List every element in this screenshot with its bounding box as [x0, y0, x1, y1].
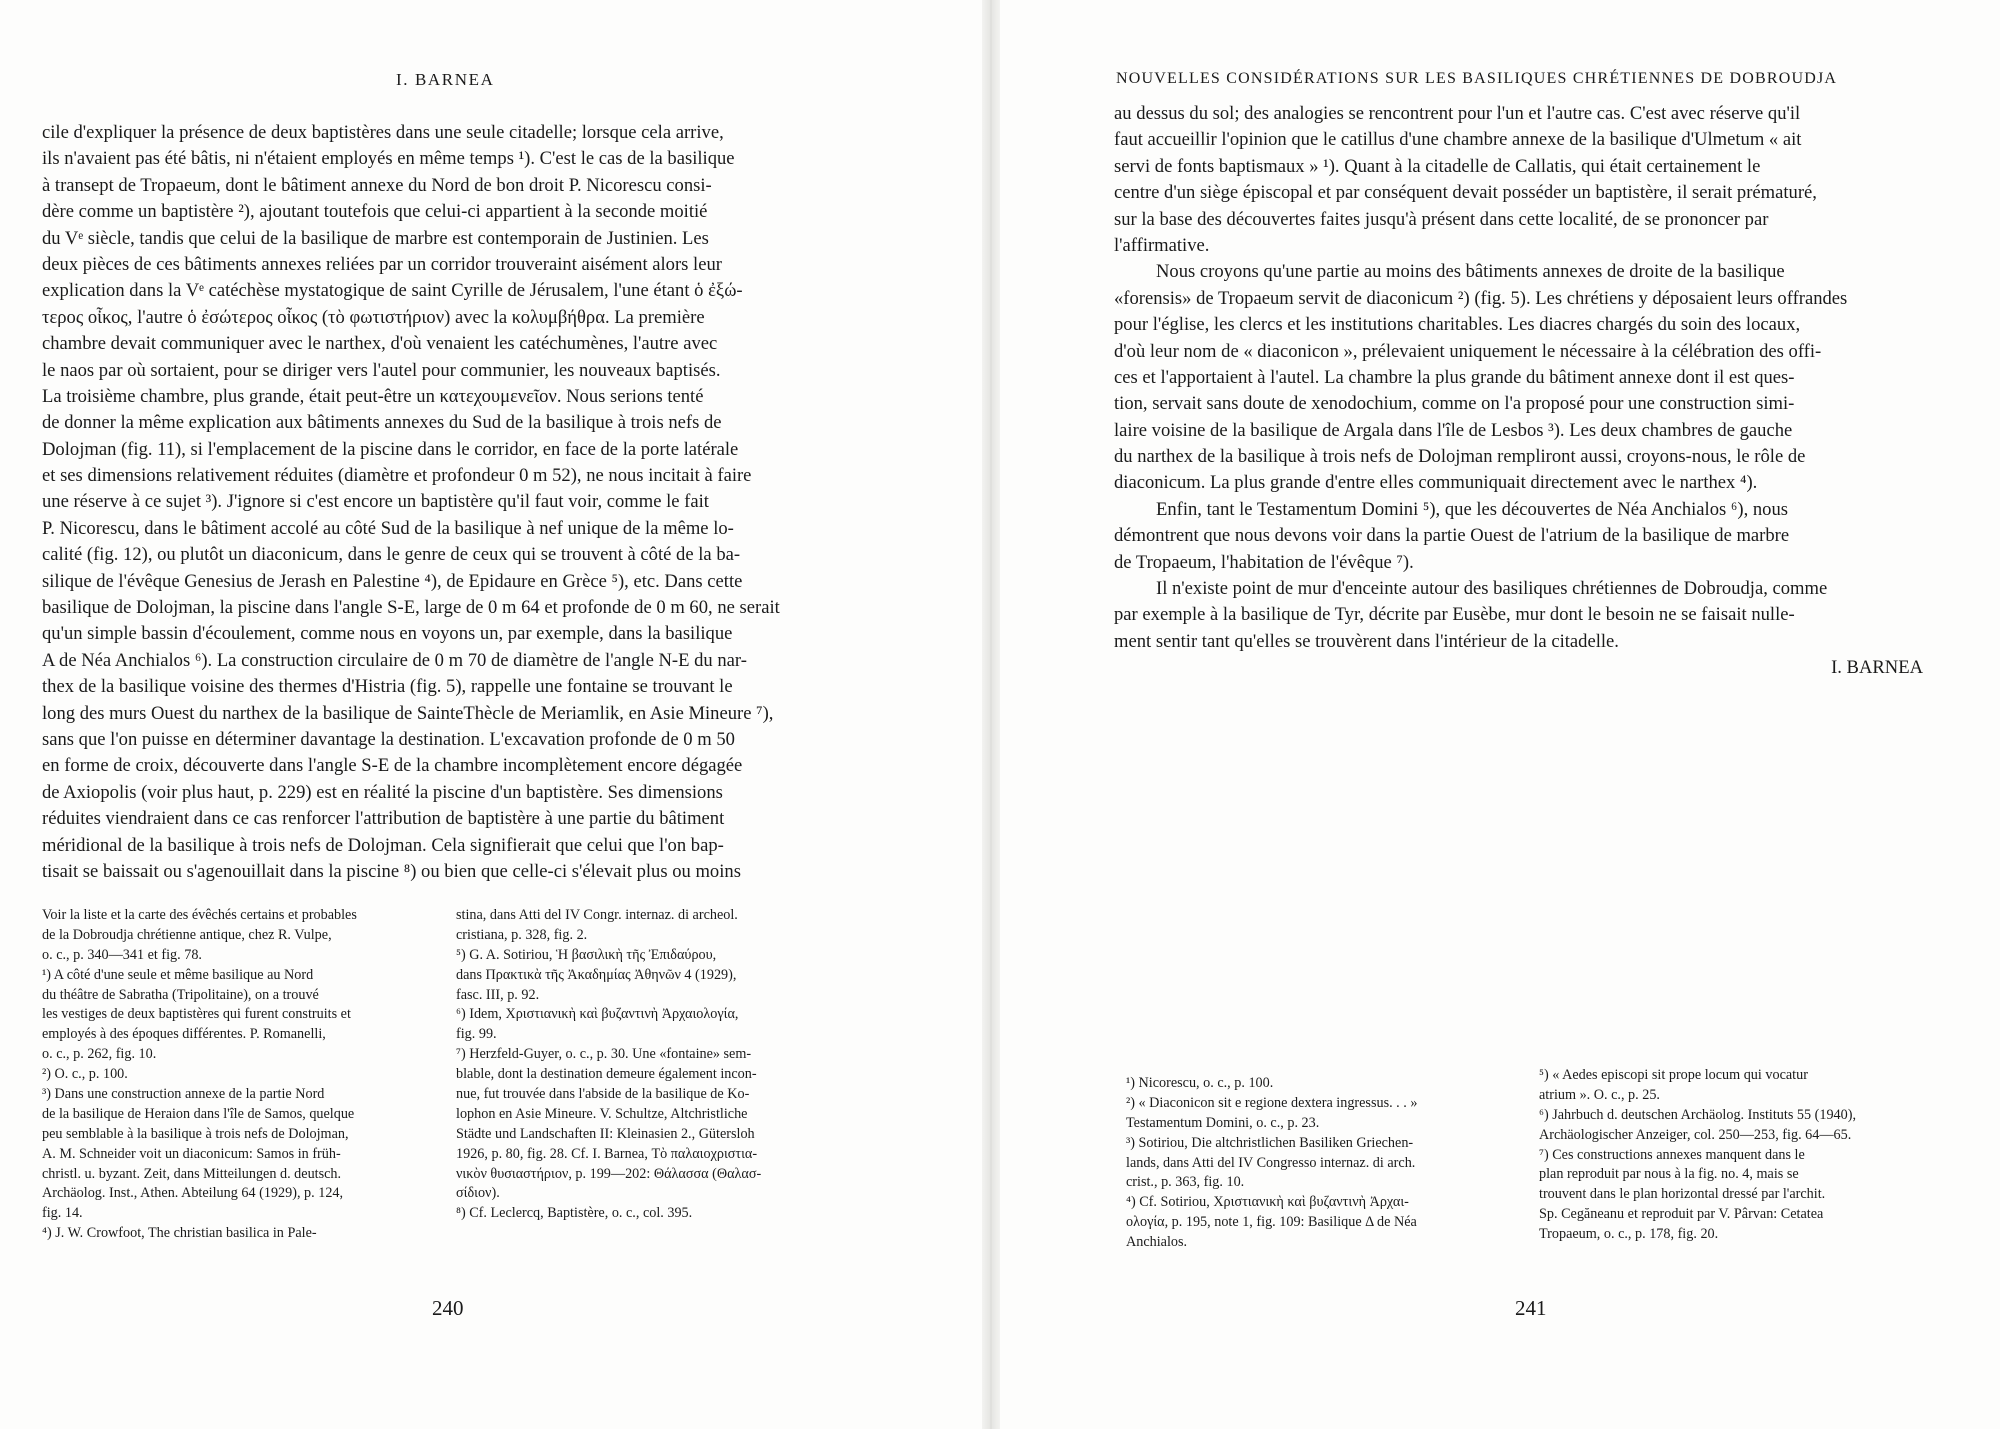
text-line: Il n'existe point de mur d'enceinte autour des basiliques chrétiennes de Dobroudja, comme: [1156, 578, 1828, 600]
author-signature: I. BARNEA: [1831, 657, 1923, 679]
text-line: Enfin, tant le Testamentum Domini ⁵), que les découvertes de Néa Anchialos ⁶), nous: [1156, 498, 1788, 520]
text-line: basilique de Dolojman, la piscine dans l'angle S-E, large de 0 m 64 et profonde de 0 m 60, ne serait: [42, 597, 780, 619]
left-page: [0, 0, 982, 1429]
text-line: de donner la même explication aux bâtiments annexes du Sud de la basilique à trois nefs de: [42, 412, 722, 434]
footnote-line: du théâtre de Sabratha (Tripolitaine), on a trouvé: [42, 986, 319, 1003]
running-head-right: NOUVELLES CONSIDÉRATIONS SUR LES BASILIQUES CHRÉTIENNES DE DOBROUDJA: [1116, 70, 1838, 87]
text-line: thex de la basilique voisine des thermes d'Histria (fig. 5), rappelle une fontaine se trouvant le: [42, 676, 733, 698]
text-line: Dolojman (fig. 11), si l'emplacement de la piscine dans le corridor, en face de la porte latérale: [42, 438, 739, 460]
text-line: P. Nicorescu, dans le bâtiment accolé au côté Sud de la basilique à nef unique de la même lo-: [42, 517, 734, 539]
footnote-line: Anchialos.: [1126, 1234, 1188, 1251]
footnote-line: Voir la liste et la carte des évêchés certains et probables: [42, 907, 357, 923]
footnotes-right-column-2: [1539, 1066, 1925, 1245]
footnote-line: ⁵) « Aedes episcopi sit prope locum qui vocatur: [1539, 1067, 1808, 1083]
text-line: τερος οἶκος, l'autre ὁ ἐσώτερος οἶκος (τὸ φωτιστήριον) avec la κολυμβήθρα. La première: [42, 306, 705, 328]
footnote-line: Sp. Cegăneanu et reproduit par V. Pârvan: Cetatea: [1539, 1206, 1824, 1223]
footnote-line: A. M. Schneider voit un diaconicum: Samos in früh-: [42, 1145, 341, 1162]
footnote-line: ⁶) Jahrbuch d. deutschen Archäolog. Instituts 55 (1940),: [1539, 1106, 1857, 1123]
text-line: et ses dimensions relativement réduites (diamètre et profondeur 0 m 52), ne nous incitait à faire: [42, 465, 752, 487]
text-line: tion, servait sans doute de xenodochium, comme on l'a proposé pour une construction simi-: [1114, 393, 1795, 415]
footnote-line: ²) O. c., p. 100.: [42, 1066, 128, 1083]
footnote-line: o. c., p. 262, fig. 10.: [42, 1046, 157, 1063]
main-text-right: [1114, 101, 1923, 682]
footnote-line: fig. 14.: [42, 1205, 83, 1222]
text-line: cile d'expliquer la présence de deux baptistères dans une seule citadelle; lorsque cela arrive,: [42, 122, 724, 143]
right-page: [1000, 0, 2000, 1429]
text-line: l'affirmative.: [1114, 234, 1210, 256]
footnote-line: Testamentum Domini, o. c., p. 23.: [1126, 1114, 1320, 1131]
footnotes-right-column-1: [1126, 1074, 1518, 1253]
text-line: méridional de la basilique à trois nefs de Dolojman. Cela signifierait que celui que l'on bap-: [42, 834, 724, 856]
footnote-line: stina, dans Atti del IV Congr. internaz. di archeol.: [456, 907, 738, 923]
text-line: chambre devait communiquer avec le narthex, d'où venaient les catéchumènes, l'autre avec: [42, 333, 718, 355]
footnotes-left-column-1: [42, 906, 438, 1244]
footnote-line: peu semblable à la basilique à trois nefs de Dolojman,: [42, 1125, 349, 1142]
footnote-line: blable, dont la destination demeure également incon-: [456, 1066, 757, 1083]
main-text-left: [42, 120, 850, 885]
book-gutter: [982, 0, 1000, 1429]
text-line: en forme de croix, découverte dans l'angle S-E de la chambre incomplètement encore dégagée: [42, 755, 743, 777]
footnote-line: Tropaeum, o. c., p. 178, fig. 20.: [1539, 1226, 1719, 1243]
footnote-line: ⁵) G. A. Sotiriou, Ἡ βασιλικὴ τῆς Ἐπιδαύρου,: [456, 946, 717, 963]
footnote-line: dans Πρακτικὰ τῆς Ἀκαδημίας Ἀθηνῶν 4 (1929),: [456, 966, 737, 983]
footnote-line: crist., p. 363, fig. 10.: [1126, 1174, 1245, 1191]
footnote-line: ³) Sotiriou, Die altchristlichen Basiliken Griechen-: [1126, 1134, 1414, 1151]
footnote-line: ⁷) Herzfeld-Guyer, o. c., p. 30. Une «fontaine» sem-: [456, 1046, 752, 1063]
text-line: A de Néa Anchialos ⁶). La construction circulaire de 0 m 70 de diamètre de l'angle N-E du nar-: [42, 649, 747, 671]
text-line: ces et l'apportaient à l'autel. La chambre la plus grande du bâtiment annexe dont il est ques-: [1114, 366, 1795, 388]
text-line: La troisième chambre, plus grande, était peut-être un κατεχουμενεῖον. Nous serions tenté: [42, 385, 704, 407]
text-line: d'où leur nom de « diaconicon », prélevaient uniquement le nécessaire à la célébration des offi-: [1114, 340, 1822, 362]
footnote-line: christl. u. byzant. Zeit, dans Mitteilungen d. deutsch.: [42, 1165, 342, 1182]
footnote-line: ²) « Diaconicon sit e regione dextera ingressus. . . »: [1126, 1094, 1418, 1111]
footnote-line: ⁸) Cf. Leclercq, Baptistère, o. c., col. 395.: [456, 1205, 693, 1222]
page-number-right: 241: [1515, 1296, 1547, 1320]
text-line: calité (fig. 12), ou plutôt un diaconicum, dans le genre de ceux qui se trouvent à côté de la ba-: [42, 544, 741, 566]
text-line: silique de l'évêque Genesius de Jerash en Palestine ⁴), de Epidaure en Grèce ⁵), etc. Dans cette: [42, 570, 743, 592]
page-number-left: 240: [432, 1296, 464, 1320]
text-line: centre d'un siège épiscopal et par conséquent devait posséder un baptistère, il serait prématuré,: [1114, 182, 1817, 204]
text-line: au dessus du sol; des analogies se rencontrent pour l'un et l'autre cas. C'est avec réserve qu'il: [1114, 103, 1801, 124]
footnote-line: fasc. III, p. 92.: [456, 986, 540, 1003]
text-line: du narthex de la basilique à trois nefs de Dolojman rempliront aussi, croyons-nous, le rôle de: [1114, 446, 1806, 468]
text-line: sur la base des découvertes faites jusqu'à présent dans cette localité, de se prononcer par: [1114, 208, 1769, 230]
text-line: ment sentir tant qu'elles se trouvèrent dans l'intérieur de la citadelle.: [1114, 630, 1619, 652]
footnote-line: Archäologischer Anzeiger, col. 250—253, fig. 64—65.: [1539, 1126, 1852, 1143]
text-line: à transept de Tropaeum, dont le bâtiment annexe du Nord de bon droit P. Nicorescu consi-: [42, 174, 712, 196]
footnote-line: lophon en Asie Mineure. V. Schultze, Altchristliche: [456, 1105, 748, 1122]
text-line: Nous croyons qu'une partie au moins des bâtiments annexes de droite de la basilique: [1156, 261, 1785, 283]
footnote-line: Städte und Landschaften II: Kleinasien 2., Gütersloh: [456, 1125, 755, 1142]
text-line: qu'un simple bassin d'écoulement, comme nous en voyons un, par exemple, dans la basilique: [42, 623, 733, 645]
text-line: par exemple à la basilique de Tyr, décrite par Eusèbe, mur dont le besoin ne se faisait nulle-: [1114, 604, 1795, 626]
footnote-line: de la basilique de Heraion dans l'île de Samos, quelque: [42, 1105, 355, 1122]
text-line: du Vᵉ siècle, tandis que celui de la basilique de marbre est contemporain de Justinien. Les: [42, 227, 709, 249]
footnote-line: les vestiges de deux baptistères qui furent construits et: [42, 1006, 351, 1023]
text-line: deux pièces de ces bâtiments annexes reliées par un corridor trouveraint aisément alors leur: [42, 253, 722, 275]
footnote-line: ⁴) Cf. Sotiriou, Χριστιανικὴ καὶ βυζαντινὴ Ἀρχαι-: [1126, 1194, 1409, 1211]
text-line: long des murs Ouest du narthex de la basilique de SainteThècle de Meriamlik, en Asie Mineure ⁷),: [42, 702, 774, 724]
footnote-line: Archäolog. Inst., Athen. Abteilung 64 (1929), p. 124,: [42, 1185, 344, 1202]
footnote-line: atrium ». O. c., p. 25.: [1539, 1086, 1660, 1103]
text-line: une réserve à ce sujet ³). J'ignore si c'est encore un baptistère qu'il faut voir, comme le fait: [42, 491, 709, 513]
footnote-line: ³) Dans une construction annexe de la partie Nord: [42, 1086, 325, 1103]
footnote-line: ¹) A côté d'une seule et même basilique au Nord: [42, 966, 314, 983]
text-line: sans que l'on puisse en déterminer davantage la destination. L'excavation profonde de 0 m 50: [42, 728, 735, 750]
text-line: faut accueillir l'opinion que le catillus d'une chambre annexe de la basilique d'Ulmetum « ait: [1114, 129, 1802, 151]
text-line: servi de fonts baptismaux » ¹). Quant à la citadelle de Callatis, qui était certainement le: [1114, 155, 1761, 177]
footnote-line: o. c., p. 340—341 et fig. 78.: [42, 946, 202, 963]
footnote-line: cristiana, p. 328, fig. 2.: [456, 926, 588, 943]
footnote-line: ολογία, p. 195, note 1, fig. 109: Basilique Δ de Néa: [1126, 1214, 1417, 1231]
text-line: diaconicum. La plus grande d'entre elles communiquait directement avec le narthex ⁴).: [1114, 472, 1758, 494]
footnote-line: 1926, p. 80, fig. 28. Cf. I. Barnea, Τὸ παλαιοχριστια-: [456, 1145, 758, 1162]
text-line: explication dans la Vᵉ catéchèse mystatogique de saint Cyrille de Jérusalem, l'une étant ὁ ἐξώ-: [42, 280, 743, 302]
text-line: dère comme un baptistère ²), ajoutant toutefois que celui-ci appartient à la seconde moitié: [42, 201, 708, 223]
footnote-line: trouvent dans le plan horizontal dressé par l'archit.: [1539, 1186, 1826, 1203]
text-line: le naos par où sortaient, pour se diriger vers l'autel pour communier, les nouveaux baptisés.: [42, 359, 721, 381]
footnote-line: nue, fut trouvée dans l'abside de la basilique de Ko-: [456, 1086, 750, 1103]
footnote-line: ⁴) J. W. Crowfoot, The christian basilica in Pale-: [42, 1225, 317, 1242]
footnote-line: ¹) Nicorescu, o. c., p. 100.: [1126, 1075, 1274, 1091]
footnote-line: νικὸν θυσιαστήριον, p. 199—202: Θάλασσα (Θαλασ-: [456, 1165, 762, 1182]
footnote-line: lands, dans Atti del IV Congresso internaz. di arch.: [1126, 1154, 1416, 1171]
text-line: ils n'avaient pas été bâtis, ni n'étaient employés en même temps ¹). C'est le cas de la basilique: [42, 148, 735, 170]
footnote-line: employés à des époques différentes. P. Romanelli,: [42, 1026, 326, 1043]
text-line: de Tropaeum, l'habitation de l'évêque ⁷).: [1114, 551, 1414, 573]
text-line: pour l'église, les clercs et les institutions charitables. Les diacres chargés du soin des locaux,: [1114, 314, 1801, 336]
text-line: laire voisine de la basilique de Argala dans l'île de Lesbos ³). Les deux chambres de gauche: [1114, 419, 1793, 441]
footnote-line: de la Dobroudja chrétienne antique, chez R. Vulpe,: [42, 926, 332, 943]
text-line: tisait se baissait ou s'agenouillait dans la piscine ⁸) ou bien que celle-ci s'élevait plus ou moins: [42, 860, 741, 882]
footnote-line: ⁷) Ces constructions annexes manquent dans le: [1539, 1146, 1805, 1163]
text-line: démontrent que nous devons voir dans la partie Ouest de l'atrium de la basilique de marbre: [1114, 525, 1790, 547]
footnote-line: ⁶) Idem, Χριστιανικὴ καὶ βυζαντινὴ Ἀρχαιολογία,: [456, 1006, 739, 1023]
running-head-left: I. BARNEA: [396, 70, 495, 89]
footnote-line: σίδιον).: [456, 1185, 500, 1202]
text-line: réduites viendraient dans ce cas renforcer l'attribution de baptistère à une partie du bâtiment: [42, 808, 725, 830]
text-line: de Axiopolis (voir plus haut, p. 229) est en réalité la piscine d'un baptistère. Ses dimensions: [42, 781, 723, 803]
footnote-line: plan reproduit par nous à la fig. no. 4, mais se: [1539, 1166, 1799, 1183]
footnotes-left-column-2: [456, 906, 852, 1224]
footnote-line: fig. 99.: [456, 1026, 497, 1043]
text-line: «forensis» de Tropaeum servit de diaconicum ²) (fig. 5). Les chrétiens y déposaient leurs offrandes: [1114, 287, 1848, 309]
